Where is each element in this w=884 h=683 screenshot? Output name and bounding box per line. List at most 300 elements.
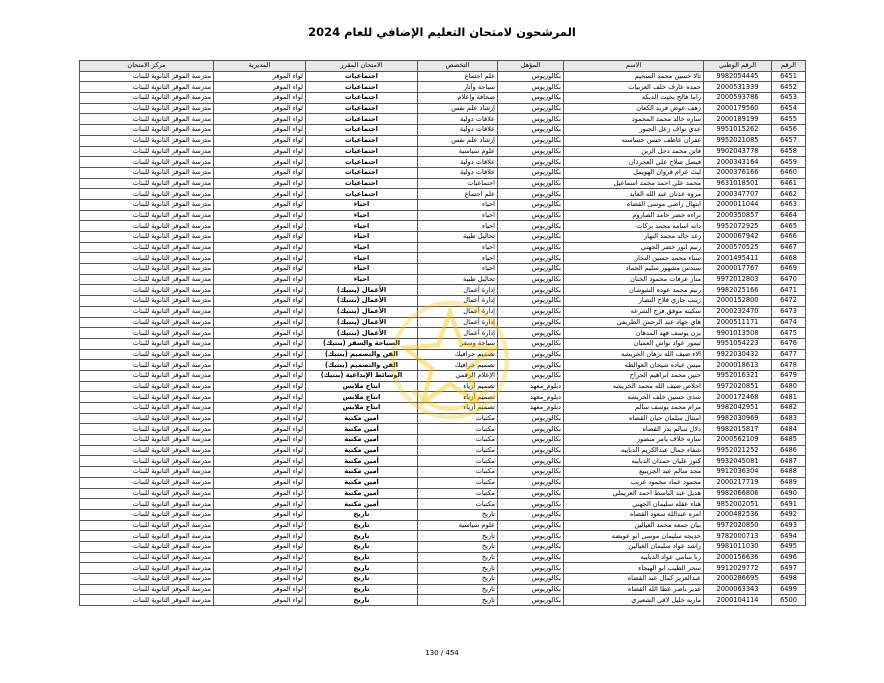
row-number: 6497 bbox=[772, 563, 806, 574]
qualification-cell: بكالوريوس bbox=[498, 552, 564, 563]
national-id-cell: 2000011044 bbox=[704, 199, 772, 210]
exam-center-cell: مدرسة الموقر الثانوية للبنات bbox=[80, 552, 214, 563]
exam-cell: الفن والتصميم (بنتيك) bbox=[306, 349, 418, 360]
directorate-cell: لواء الموقر bbox=[214, 242, 306, 253]
directorate-cell: لواء الموقر bbox=[214, 82, 306, 93]
national-id-cell: 2000104114 bbox=[704, 595, 772, 606]
national-id-cell: 2000018613 bbox=[704, 360, 772, 371]
national-id-cell: 2000017767 bbox=[704, 264, 772, 275]
table-row bbox=[80, 381, 806, 392]
table-row bbox=[80, 178, 806, 189]
header-exam: الامتحان المقرر bbox=[306, 61, 418, 72]
name-cell: بيان جمعه محمد الغيالين bbox=[564, 520, 704, 531]
directorate-cell: لواء الموقر bbox=[214, 541, 306, 552]
name-cell: منار عرفات محمود الخنان bbox=[564, 274, 704, 285]
qualification-cell: بكالوريوس bbox=[498, 296, 564, 307]
national-id-cell: 2001495411 bbox=[704, 253, 772, 264]
exam-center-cell: مدرسة الموقر الثانوية للبنات bbox=[80, 445, 214, 456]
directorate-cell: لواء الموقر bbox=[214, 189, 306, 200]
exam-center-cell: مدرسة الموقر الثانوية للبنات bbox=[80, 595, 214, 606]
exam-cell: اجتماعيات bbox=[306, 93, 418, 104]
name-cell: ماريه خليل لافي الشعيري bbox=[564, 595, 704, 606]
qualification-cell: بكالوريوس bbox=[498, 114, 564, 125]
table-row bbox=[80, 509, 806, 520]
national-id-cell: 2000562109 bbox=[704, 435, 772, 446]
table-row bbox=[80, 563, 806, 574]
table-header-row bbox=[80, 61, 806, 72]
table-row bbox=[80, 296, 806, 307]
exam-center-cell: مدرسة الموقر الثانوية للبنات bbox=[80, 274, 214, 285]
directorate-cell: لواء الموقر bbox=[214, 93, 306, 104]
directorate-cell: لواء الموقر bbox=[214, 285, 306, 296]
table-row bbox=[80, 531, 806, 542]
directorate-cell: لواء الموقر bbox=[214, 306, 306, 317]
exam-center-cell: مدرسة الموقر الثانوية للبنات bbox=[80, 520, 214, 531]
specialization-cell: مكتبات bbox=[418, 488, 498, 499]
specialization-cell: مكتبات bbox=[418, 445, 498, 456]
exam-center-cell: مدرسة الموقر الثانوية للبنات bbox=[80, 541, 214, 552]
national-id-cell: 9951015262 bbox=[704, 125, 772, 136]
national-id-cell: 9852002051 bbox=[704, 499, 772, 510]
directorate-cell: لواء الموقر bbox=[214, 146, 306, 157]
specialization-cell: مكتبات bbox=[418, 467, 498, 478]
directorate-cell: لواء الموقر bbox=[214, 531, 306, 542]
qualification-cell: بكالوريوس bbox=[498, 167, 564, 178]
name-cell: رهف عوض فريد الكعان bbox=[564, 103, 704, 114]
exam-center-cell: مدرسة الموقر الثانوية للبنات bbox=[80, 232, 214, 243]
national-id-cell: 2000217719 bbox=[704, 477, 772, 488]
exam-center-cell: مدرسة الموقر الثانوية للبنات bbox=[80, 360, 214, 371]
exam-center-cell: مدرسة الموقر الثانوية للبنات bbox=[80, 574, 214, 585]
name-cell: ابتهال راضي موسى القضاه bbox=[564, 199, 704, 210]
specialization-cell: احياء bbox=[418, 210, 498, 221]
table-row bbox=[80, 135, 806, 146]
qualification-cell: بكالوريوس bbox=[498, 328, 564, 339]
national-id-cell: 2000482536 bbox=[704, 509, 772, 520]
name-cell: هناء عقله سليمان الجهني bbox=[564, 499, 704, 510]
row-number: 6486 bbox=[772, 445, 806, 456]
directorate-cell: لواء الموقر bbox=[214, 349, 306, 360]
exam-cell: اجتماعيات bbox=[306, 82, 418, 93]
name-cell: ليث عزام فروان الهويمل bbox=[564, 167, 704, 178]
national-id-cell: 2000232470 bbox=[704, 306, 772, 317]
exam-cell: تاريخ bbox=[306, 520, 418, 531]
specialization-cell: احياء bbox=[418, 264, 498, 275]
specialization-cell: إدارة أعمال bbox=[418, 317, 498, 328]
qualification-cell: دبلوم_معهد bbox=[498, 403, 564, 414]
exam-center-cell: مدرسة الموقر الثانوية للبنات bbox=[80, 435, 214, 446]
qualification-cell: بكالوريوس bbox=[498, 563, 564, 574]
specialization-cell: إدارة أعمال bbox=[418, 296, 498, 307]
name-cell: كنوز عليان حمدان الدبايبه bbox=[564, 456, 704, 467]
header-national-id: الرقم الوطني bbox=[704, 61, 772, 72]
specialization-cell: علاقات دولية bbox=[418, 114, 498, 125]
qualification-cell: بكالوريوس bbox=[498, 157, 564, 168]
candidates-table bbox=[79, 60, 806, 606]
exam-cell: أمين مكتبة bbox=[306, 413, 418, 424]
exam-cell: اجتماعيات bbox=[306, 189, 418, 200]
exam-cell: تاريخ bbox=[306, 595, 418, 606]
exam-cell: انتاج ملابس bbox=[306, 403, 418, 414]
directorate-cell: لواء الموقر bbox=[214, 360, 306, 371]
row-number: 6496 bbox=[772, 552, 806, 563]
national-id-cell: 2000570525 bbox=[704, 242, 772, 253]
national-id-cell: 2000531339 bbox=[704, 82, 772, 93]
table-row bbox=[80, 71, 806, 82]
exam-cell: احياء bbox=[306, 274, 418, 285]
exam-center-cell: مدرسة الموقر الثانوية للبنات bbox=[80, 253, 214, 264]
qualification-cell: بكالوريوس bbox=[498, 242, 564, 253]
specialization-cell: إدارة أعمال bbox=[418, 285, 498, 296]
qualification-cell: بكالوريوس bbox=[498, 477, 564, 488]
directorate-cell: لواء الموقر bbox=[214, 381, 306, 392]
specialization-cell: تحاليل طبية bbox=[418, 274, 498, 285]
table-row bbox=[80, 167, 806, 178]
header-name: الاسم bbox=[564, 61, 704, 72]
row-number: 6464 bbox=[772, 210, 806, 221]
document-title: المرشحون لامتحان التعليم الإضافي للعام 2024 bbox=[308, 25, 576, 39]
specialization-cell: إدارة أعمال bbox=[418, 328, 498, 339]
qualification-cell: بكالوريوس bbox=[498, 253, 564, 264]
qualification-cell: بكالوريوس bbox=[498, 317, 564, 328]
specialization-cell: تصميم جرافيك bbox=[418, 360, 498, 371]
qualification-cell: بكالوريوس bbox=[498, 103, 564, 114]
exam-cell: الفن والتصميم (بنتيك) bbox=[306, 360, 418, 371]
name-cell: غفران عاطف حسن حساسنه bbox=[564, 135, 704, 146]
directorate-cell: لواء الموقر bbox=[214, 103, 306, 114]
national-id-cell: 9902043778 bbox=[704, 146, 772, 157]
specialization-cell: احياء bbox=[418, 242, 498, 253]
directorate-cell: لواء الموقر bbox=[214, 210, 306, 221]
national-id-cell: 2000152800 bbox=[704, 296, 772, 307]
exam-cell: الأعمال (بنتيك) bbox=[306, 296, 418, 307]
qualification-cell: بكالوريوس bbox=[498, 125, 564, 136]
exam-cell: الوسائط الإبداعية (بنتيك) bbox=[306, 370, 418, 381]
national-id-cell: 9982030969 bbox=[704, 413, 772, 424]
row-number: 6493 bbox=[772, 520, 806, 531]
exam-center-cell: مدرسة الموقر الثانوية للبنات bbox=[80, 338, 214, 349]
specialization-cell: صحافة وإعلام bbox=[418, 93, 498, 104]
specialization-cell: اجتماعيات bbox=[418, 178, 498, 189]
directorate-cell: لواء الموقر bbox=[214, 274, 306, 285]
exam-cell: احياء bbox=[306, 264, 418, 275]
qualification-cell: بكالوريوس bbox=[498, 424, 564, 435]
exam-center-cell: مدرسة الموقر الثانوية للبنات bbox=[80, 157, 214, 168]
directorate-cell: لواء الموقر bbox=[214, 125, 306, 136]
directorate-cell: لواء الموقر bbox=[214, 253, 306, 264]
national-id-cell: 2000067942 bbox=[704, 232, 772, 243]
national-id-cell: 2000511171 bbox=[704, 317, 772, 328]
name-cell: راشد عواد سليمان الغيالين bbox=[564, 541, 704, 552]
exam-cell: اجتماعيات bbox=[306, 114, 418, 125]
national-id-cell: 9952021252 bbox=[704, 445, 772, 456]
national-id-cell: 2000593786 bbox=[704, 93, 772, 104]
table-row bbox=[80, 264, 806, 275]
qualification-cell: بكالوريوس bbox=[498, 499, 564, 510]
name-cell: رغد خالد محمد النهار bbox=[564, 232, 704, 243]
exam-center-cell: مدرسة الموقر الثانوية للبنات bbox=[80, 189, 214, 200]
national-id-cell: 9631018501 bbox=[704, 178, 772, 189]
national-id-cell: 2000350857 bbox=[704, 210, 772, 221]
exam-cell: احياء bbox=[306, 232, 418, 243]
qualification-cell: بكالوريوس bbox=[498, 445, 564, 456]
national-id-cell: 9982025166 bbox=[704, 285, 772, 296]
specialization-cell: تصميم أزياء bbox=[418, 403, 498, 414]
qualification-cell: بكالوريوس bbox=[498, 338, 564, 349]
exam-center-cell: مدرسة الموقر الثانوية للبنات bbox=[80, 392, 214, 403]
row-number: 6459 bbox=[772, 157, 806, 168]
name-cell: سندس مشهور سليم الحماد bbox=[564, 264, 704, 275]
exam-cell: تاريخ bbox=[306, 531, 418, 542]
directorate-cell: لواء الموقر bbox=[214, 157, 306, 168]
exam-center-cell: مدرسة الموقر الثانوية للبنات bbox=[80, 167, 214, 178]
name-cell: رنا سامي عواد الدبايبه bbox=[564, 552, 704, 563]
specialization-cell: إدارة أعمال bbox=[418, 306, 498, 317]
row-number: 6474 bbox=[772, 317, 806, 328]
row-number: 6454 bbox=[772, 103, 806, 114]
directorate-cell: لواء الموقر bbox=[214, 499, 306, 510]
name-cell: دانه اسامه محمد بركات bbox=[564, 221, 704, 232]
table-row bbox=[80, 199, 806, 210]
exam-cell: احياء bbox=[306, 210, 418, 221]
national-id-cell: 9982042951 bbox=[704, 403, 772, 414]
row-number: 6453 bbox=[772, 93, 806, 104]
national-id-cell: 9982054445 bbox=[704, 71, 772, 82]
table-row bbox=[80, 306, 806, 317]
exam-center-cell: مدرسة الموقر الثانوية للبنات bbox=[80, 146, 214, 157]
name-cell: محمد علي احمد محمد اسماعيل bbox=[564, 178, 704, 189]
name-cell: رنيم انور خضر الجهني bbox=[564, 242, 704, 253]
specialization-cell: تاريخ bbox=[418, 595, 498, 606]
name-cell: هاي جهاد عبد الرحمن الطريفي bbox=[564, 317, 704, 328]
qualification-cell: بكالوريوس bbox=[498, 370, 564, 381]
specialization-cell: مكتبات bbox=[418, 456, 498, 467]
directorate-cell: لواء الموقر bbox=[214, 317, 306, 328]
directorate-cell: لواء الموقر bbox=[214, 199, 306, 210]
header-exam-center: مركز الامتحان bbox=[80, 61, 214, 72]
row-number: 6484 bbox=[772, 424, 806, 435]
table-row bbox=[80, 488, 806, 499]
table-row bbox=[80, 392, 806, 403]
qualification-cell: بكالوريوس bbox=[498, 146, 564, 157]
specialization-cell: تصميم جرافيك bbox=[418, 349, 498, 360]
row-number: 6498 bbox=[772, 574, 806, 585]
exam-center-cell: مدرسة الموقر الثانوية للبنات bbox=[80, 488, 214, 499]
directorate-cell: لواء الموقر bbox=[214, 232, 306, 243]
name-cell: مروه عدنان عبد الله العابد bbox=[564, 189, 704, 200]
row-number: 6476 bbox=[772, 338, 806, 349]
row-number: 6488 bbox=[772, 467, 806, 478]
national-id-cell: 9972020850 bbox=[704, 520, 772, 531]
table-row bbox=[80, 435, 806, 446]
specialization-cell: علم اجتماع bbox=[418, 71, 498, 82]
exam-center-cell: مدرسة الموقر الثانوية للبنات bbox=[80, 467, 214, 478]
national-id-cell: 9982066806 bbox=[704, 488, 772, 499]
exam-center-cell: مدرسة الموقر الثانوية للبنات bbox=[80, 178, 214, 189]
qualification-cell: بكالوريوس bbox=[498, 531, 564, 542]
specialization-cell: تاريخ bbox=[418, 552, 498, 563]
qualification-cell: بكالوريوس bbox=[498, 595, 564, 606]
qualification-cell: بكالوريوس bbox=[498, 232, 564, 243]
exam-cell: أمين مكتبة bbox=[306, 477, 418, 488]
directorate-cell: لواء الموقر bbox=[214, 338, 306, 349]
exam-cell: اجتماعيات bbox=[306, 103, 418, 114]
qualification-cell: بكالوريوس bbox=[498, 541, 564, 552]
specialization-cell: مكتبات bbox=[418, 424, 498, 435]
specialization-cell: علم اجتماع bbox=[418, 189, 498, 200]
exam-cell: تاريخ bbox=[306, 552, 418, 563]
row-number: 6461 bbox=[772, 178, 806, 189]
specialization-cell: علاقات دولية bbox=[418, 157, 498, 168]
directorate-cell: لواء الموقر bbox=[214, 520, 306, 531]
row-number: 6472 bbox=[772, 296, 806, 307]
row-number: 6477 bbox=[772, 349, 806, 360]
directorate-cell: لواء الموقر bbox=[214, 370, 306, 381]
national-id-cell: 2000343164 bbox=[704, 157, 772, 168]
specialization-cell: احياء bbox=[418, 253, 498, 264]
row-number: 6468 bbox=[772, 253, 806, 264]
row-number: 6485 bbox=[772, 435, 806, 446]
specialization-cell: مكتبات bbox=[418, 413, 498, 424]
exam-cell: الأعمال (بنتيك) bbox=[306, 306, 418, 317]
directorate-cell: لواء الموقر bbox=[214, 296, 306, 307]
exam-center-cell: مدرسة الموقر الثانوية للبنات bbox=[80, 531, 214, 542]
exam-cell: احياء bbox=[306, 199, 418, 210]
exam-cell: أمين مكتبة bbox=[306, 445, 418, 456]
row-number: 6471 bbox=[772, 285, 806, 296]
specialization-cell: تاريخ bbox=[418, 531, 498, 542]
name-cell: شفاء جمال عبدالكريم الدبايبه bbox=[564, 445, 704, 456]
name-cell: غدير ناصر عطا الله القضاه bbox=[564, 584, 704, 595]
qualification-cell: بكالوريوس bbox=[498, 584, 564, 595]
exam-center-cell: مدرسة الموقر الثانوية للبنات bbox=[80, 285, 214, 296]
row-number: 6469 bbox=[772, 264, 806, 275]
name-cell: راما فالح بخيت الدبكه bbox=[564, 93, 704, 104]
directorate-cell: لواء الموقر bbox=[214, 477, 306, 488]
row-number: 6487 bbox=[772, 456, 806, 467]
exam-cell: اجتماعيات bbox=[306, 178, 418, 189]
national-id-cell: 9912029772 bbox=[704, 563, 772, 574]
exam-cell: أمين مكتبة bbox=[306, 424, 418, 435]
exam-center-cell: مدرسة الموقر الثانوية للبنات bbox=[80, 103, 214, 114]
directorate-cell: لواء الموقر bbox=[214, 114, 306, 125]
name-cell: تيمور عواد نواش العميان bbox=[564, 338, 704, 349]
table-row bbox=[80, 424, 806, 435]
exam-cell: الأعمال (بنتيك) bbox=[306, 317, 418, 328]
specialization-cell: مكتبات bbox=[418, 477, 498, 488]
directorate-cell: لواء الموقر bbox=[214, 135, 306, 146]
row-number: 6483 bbox=[772, 413, 806, 424]
national-id-cell: 9952021085 bbox=[704, 135, 772, 146]
national-id-cell: 9782000713 bbox=[704, 531, 772, 542]
specialization-cell: تاريخ bbox=[418, 509, 498, 520]
exam-center-cell: مدرسة الموقر الثانوية للبنات bbox=[80, 71, 214, 82]
national-id-cell: 2000179560 bbox=[704, 103, 772, 114]
table-row bbox=[80, 456, 806, 467]
specialization-cell: الإعلام الرقمي bbox=[418, 370, 498, 381]
table-row bbox=[80, 221, 806, 232]
directorate-cell: لواء الموقر bbox=[214, 167, 306, 178]
exam-center-cell: مدرسة الموقر الثانوية للبنات bbox=[80, 456, 214, 467]
exam-center-cell: مدرسة الموقر الثانوية للبنات bbox=[80, 477, 214, 488]
table-row bbox=[80, 93, 806, 104]
directorate-cell: لواء الموقر bbox=[214, 509, 306, 520]
exam-center-cell: مدرسة الموقر الثانوية للبنات bbox=[80, 403, 214, 414]
table-row bbox=[80, 403, 806, 414]
exam-cell: احياء bbox=[306, 253, 418, 264]
name-cell: ميس عباده شيحان الغوالطه bbox=[564, 360, 704, 371]
exam-center-cell: مدرسة الموقر الثانوية للبنات bbox=[80, 93, 214, 104]
exam-cell: تاريخ bbox=[306, 541, 418, 552]
table-row bbox=[80, 338, 806, 349]
directorate-cell: لواء الموقر bbox=[214, 424, 306, 435]
exam-center-cell: مدرسة الموقر الثانوية للبنات bbox=[80, 242, 214, 253]
table-row bbox=[80, 584, 806, 595]
table-row bbox=[80, 189, 806, 200]
exam-cell: انتاج ملابس bbox=[306, 381, 418, 392]
specialization-cell: تاريخ bbox=[418, 563, 498, 574]
row-number: 6452 bbox=[772, 82, 806, 93]
exam-cell: أمين مكتبة bbox=[306, 456, 418, 467]
table-row bbox=[80, 274, 806, 285]
qualification-cell: بكالوريوس bbox=[498, 349, 564, 360]
national-id-cell: 2000286695 bbox=[704, 574, 772, 585]
table-row bbox=[80, 285, 806, 296]
header-num: الرقم bbox=[772, 61, 806, 72]
specialization-cell: سياحة وآثار bbox=[418, 82, 498, 93]
name-cell: محمود عماد محمود غريب bbox=[564, 477, 704, 488]
name-cell: فاتن محمد دحل الزبن bbox=[564, 146, 704, 157]
row-number: 6482 bbox=[772, 403, 806, 414]
directorate-cell: لواء الموقر bbox=[214, 221, 306, 232]
name-cell: تالا حسين محمد السحيم bbox=[564, 71, 704, 82]
directorate-cell: لواء الموقر bbox=[214, 328, 306, 339]
table-row bbox=[80, 349, 806, 360]
national-id-cell: 9901013508 bbox=[704, 328, 772, 339]
exam-center-cell: مدرسة الموقر الثانوية للبنات bbox=[80, 306, 214, 317]
exam-cell: اجتماعيات bbox=[306, 146, 418, 157]
exam-cell: اجتماعيات bbox=[306, 125, 418, 136]
row-number: 6478 bbox=[772, 360, 806, 371]
specialization-cell: علوم سياسية bbox=[418, 520, 498, 531]
table-row bbox=[80, 370, 806, 381]
specialization-cell: إرشاد علم نفس bbox=[418, 135, 498, 146]
table-row bbox=[80, 467, 806, 478]
exam-cell: تاريخ bbox=[306, 509, 418, 520]
specialization-cell: مكتبات bbox=[418, 499, 498, 510]
name-cell: مرام محمد يوسف سالم bbox=[564, 403, 704, 414]
national-id-cell: 2000156636 bbox=[704, 552, 772, 563]
qualification-cell: بكالوريوس bbox=[498, 435, 564, 446]
specialization-cell: احياء bbox=[418, 199, 498, 210]
row-number: 6467 bbox=[772, 242, 806, 253]
row-number: 6465 bbox=[772, 221, 806, 232]
table-row bbox=[80, 103, 806, 114]
name-cell: اخلاص ضيف الله محمد الخريشه bbox=[564, 381, 704, 392]
name-cell: سناء محمد حسين النجار bbox=[564, 253, 704, 264]
table-row bbox=[80, 82, 806, 93]
specialization-cell: تصميم أزياء bbox=[418, 381, 498, 392]
national-id-cell: 9912036304 bbox=[704, 467, 772, 478]
qualification-cell: بكالوريوس bbox=[498, 456, 564, 467]
exam-center-cell: مدرسة الموقر الثانوية للبنات bbox=[80, 199, 214, 210]
national-id-cell: 9951054223 bbox=[704, 338, 772, 349]
exam-center-cell: مدرسة الموقر الثانوية للبنات bbox=[80, 210, 214, 221]
exam-cell: تاريخ bbox=[306, 584, 418, 595]
row-number: 6494 bbox=[772, 531, 806, 542]
specialization-cell: علاقات دولية bbox=[418, 125, 498, 136]
qualification-cell: بكالوريوس bbox=[498, 82, 564, 93]
